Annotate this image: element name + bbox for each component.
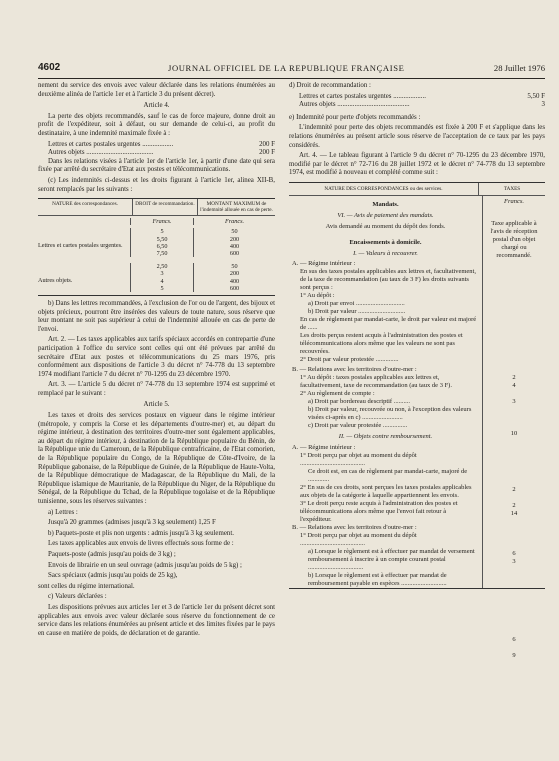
tax-value: 9	[512, 651, 516, 659]
fee-cell: 2,50 3 4 5	[130, 263, 193, 292]
tax-value: 2	[512, 485, 516, 493]
row-text: c) Droit par valeur protestée ...............	[308, 421, 408, 429]
paragraph: d) Droit de recommandation :	[289, 82, 371, 89]
page-header	[38, 62, 545, 76]
table-header	[289, 183, 545, 196]
section-heading: II. — Objets contre remboursement.	[338, 432, 433, 440]
row-text: B. — Relations avec les territoires d'outre-mer :	[292, 523, 417, 531]
tax-value: 6	[512, 635, 516, 643]
row-text: 1° Au dépôt :	[300, 291, 335, 299]
paragraph: L'indemnité pour perte des objets recommandés est fixée à 200 F et s'applique dans les relations énumérées au présent article sous réserve de l'acceptation de ce taux par les pays considérés.	[289, 124, 545, 149]
row-text: 3° Le droit perçu reste acquis à l'administration des postes et télécommunications alors même que l'envoi fait retour à l'expéditeur.	[300, 499, 458, 523]
column-header: TAXES	[478, 183, 545, 195]
column-header: NATURE DES CORRESPONDANCES ou des services.	[324, 185, 443, 192]
row-label: Autres objets.	[38, 277, 73, 285]
tax-value: 3	[512, 397, 516, 405]
paragraph: Art. 4. — Le tableau figurant à l'article 9 du décret n° 70-1295 du 23 décembre 1970, modifié par le décret n° 72-716 du 28 juillet 1972 et le décret n° 74-778 du 13 septembre 1974, est modifié à nouveau et complété comme suit :	[289, 152, 545, 177]
paragraph: sont celles du régime international.	[38, 582, 135, 590]
table-body	[289, 196, 545, 659]
paragraph: (c) Les indemnités ci-dessus et les droits figurant à l'article 1er, alinea XII-B, seront remplacés par les suivants :	[38, 176, 275, 193]
rate-row	[38, 141, 275, 150]
paragraph: Envois de librairie en un seul ouvrage (admis jusqu'au poids de 5 kg) ;	[48, 561, 242, 569]
row-text: En sus des taxes postales applicables aux lettres et, facultativement, de la taxe de recommandation (au taux de 3 F) les droits suivants sont perçus :	[300, 267, 476, 291]
section-heading: VI. — Avis de paiement des mandats.	[337, 211, 434, 219]
row-text: 1° Droit perçu par objet au moment du dépôt ........................................	[300, 451, 417, 467]
paragraph: b) Paquets-poste et plis non urgents : admis jusqu'à 3 kg seulement.	[48, 529, 234, 537]
rate-value: 200 F	[259, 149, 275, 157]
paragraph: Les dispositions prévues aux articles 1er et 3 de l'article 1er du présent décret sont applicables aux envois avec valeur déclarée sous réserve du fonctionnement de ce service dans les relations énumérées au présent article et des limites fixées par le pays en cause en matière de poids, de déclaration et de garantie.	[38, 603, 275, 637]
row-text: A. — Régime intérieur :	[292, 443, 356, 451]
units-cell: Francs.	[503, 197, 525, 205]
row-text: a) Droit par bordereau descriptif ..........	[308, 397, 410, 405]
paragraph: b) Dans les lettres recommandées, à l'exclusion de l'or ou de l'argent, des bijoux et objets précieux, pourront être insérées des valeurs de toute nature, sous réserve que leur montant ne soit pas supérieur à celui de l'indemnité allouée en cas de perte de l'envoi.	[38, 299, 275, 333]
article-heading: Article 4.	[143, 102, 170, 110]
row-text: 1° Au dépôt : taxes postales applicables aux lettres et, facultativement, taxe de recommandation (au taux de 3 F).	[300, 373, 452, 389]
row-text: En cas de règlement par mandat-carte, le droit par valeur est majoré de ......	[300, 315, 477, 331]
paragraph: a) Lettres :	[48, 508, 78, 516]
row-text: b) Droit par valeur, recouvrée ou non, à l'exception des valeurs visées ci-après en c) .........................	[308, 405, 472, 421]
paragraph: Dans les relations visées à l'article 1er de l'article 1er, à partir d'une date qui sera fixée par arrêté du secrétaire d'Etat aux postes et télécommunications.	[38, 157, 275, 174]
left-column	[38, 82, 275, 640]
paragraph: Jusqu'à 20 grammes (admises jusqu'à 3 kg seulement) 1,25 F	[48, 519, 216, 527]
section-heading: Mandats.	[372, 200, 399, 208]
row-text: Avis demandé au moment du dépôt des fonds.	[325, 222, 446, 230]
article-heading: Article 5.	[143, 401, 170, 409]
right-column	[289, 82, 545, 659]
fee-cell: 5 5,50 6,50 7,50	[130, 228, 193, 257]
rate-row	[289, 101, 545, 110]
section-heading: Encaissements à domicile.	[349, 238, 422, 246]
rate-row	[289, 93, 545, 102]
paragraph: Les taxes applicables aux envois de livres effectués sous forme de :	[48, 540, 234, 548]
publication-date: 28 Juillet 1976	[493, 63, 545, 73]
row-text: 2° En sus de ces droits, sont perçues les taxes postales applicables aux objets de la catégorie à laquelle appartiennent les envois.	[300, 483, 472, 499]
tax-value: 10	[510, 429, 518, 437]
rate-label: Autres objets ..........................................	[299, 101, 410, 109]
table-header	[38, 199, 275, 216]
tax-value: 6	[512, 549, 516, 557]
row-text: 1° Droit perçu par objet au moment du dépôt ........................................	[300, 531, 417, 547]
table-units-row	[38, 216, 275, 225]
row-text: B. — Relations avec les territoires d'outre-mer :	[292, 365, 417, 373]
units-cell: Francs.	[193, 218, 275, 225]
rate-row	[38, 149, 275, 158]
row-text: A. — Régime intérieur :	[292, 259, 356, 267]
units-cell: Francs.	[130, 218, 193, 225]
row-text: 2° Droit par valeur protestée ..............	[300, 355, 399, 363]
tax-value: 14	[510, 509, 518, 517]
row-text: b) Lorsque le règlement est à effectuer par mandat de remboursement payable en espèces ............................	[308, 571, 447, 587]
paragraph: nement du service des envois avec valeur déclarée dans les relations énumérées au deuxième alinéa de l'article 1er et à l'article 3 du présent décret).	[38, 82, 275, 98]
column-header: NATURE des correspondances.	[52, 201, 118, 208]
indemnity-table	[38, 198, 275, 296]
paragraph: Les taxes et droits des services postaux en vigueur dans le régime intérieur (métropole, y compris la Corse et les départements d'outre-mer) et, au départ du régime intérieur, à destination des territoires d'outre-mer sont également applicables, au départ du régime intérieur, à destination de la République populaire du Bénin, de la République unie du Cameroun, de la République centrafricaine, de l'Etat comorien, de la République populaire du Congo, de la République de Côte-d'Ivoire, de la République gabonaise, de la République de Guinée, de la République de Haute-Volta, de la République démocratique de Madagascar, de la République du Mali, de la République islamique de Mauritanie, de la République du Niger, de la République du Sénégal, de la République du Tchad, de la République togolaise et de la République tunisienne, sous les réserves suivantes :	[38, 412, 275, 506]
row-label: Lettres et cartes postales urgentes.	[38, 242, 123, 250]
rate-value: 3	[541, 101, 545, 109]
rate-value: 5,50 F	[527, 92, 545, 100]
indemnity-cell: 50 200 400 600	[193, 228, 275, 257]
rate-label: Lettres et cartes postales urgentes ...................	[299, 92, 426, 100]
rate-label: Autres objets .......................................	[48, 149, 154, 157]
tax-cell: Taxe applicable à l'avis de réception postal d'un objet chargé ou recommandé.	[490, 219, 538, 259]
row-text: Les droits perçus restent acquis à l'administration des postes et télécommunications alors même que les valeurs ne sont pas recouvrées.	[300, 331, 463, 355]
rate-label: Lettres et cartes postales urgentes ..................	[48, 140, 174, 148]
section-heading: I. — Valeurs à recouvrer.	[353, 249, 418, 257]
journal-title: JOURNAL OFFICIEL DE LA REPUBLIQUE FRANÇAISE	[168, 63, 405, 73]
rate-value: 200 F	[259, 140, 275, 148]
paragraph: c) Valeurs déclarées :	[48, 593, 107, 601]
row-text: 2° Au règlement de compte :	[300, 389, 375, 397]
paragraph: Paquets-poste (admis jusqu'au poids de 3 kg) ;	[48, 550, 176, 558]
column-header: MONTANT MAXIMUM de l'indemnité allouée en cas de perte.	[197, 199, 275, 215]
row-text: a) Droit par envoi ..............................	[308, 299, 405, 307]
table-row	[38, 260, 275, 295]
row-text: a) Lorsque le règlement est à effectuer par mandat de versement remboursement à inscrire à un compte courant postal ..................................	[308, 547, 475, 571]
paragraph: e) Indemnité pour perte d'objets recommandés :	[289, 113, 421, 121]
paragraph: La perte des objets recommandés, sauf le cas de force majeure, donne droit au profit de l'expéditeur, soit à défaut, ou sur demande de celui-ci, au profit du destinataire, à une indemnité maximale fixée à :	[38, 112, 275, 137]
indemnity-cell: 50 200 400 600	[193, 263, 275, 292]
row-text: Ce droit est, en cas de règlement par mandat-carte, majoré de .............	[308, 467, 468, 483]
tax-value: 4	[512, 381, 516, 389]
tax-value: 3	[512, 557, 516, 565]
fees-table	[289, 182, 545, 659]
table-row	[38, 225, 275, 260]
paragraph: Art. 3. — L'article 5 du décret n° 74-778 du 13 septembre 1974 est supprimé et remplacé par le suivant :	[38, 381, 275, 397]
tax-value: 2	[512, 501, 516, 509]
column-header: DROIT de recommandation.	[132, 199, 197, 215]
paragraph: Sacs spéciaux (admis jusqu'au poids de 25 kg),	[48, 572, 178, 580]
row-text: b) Droit par valeur .............................	[308, 307, 406, 315]
page-number: 4602	[38, 62, 61, 73]
tax-value: 2	[512, 373, 516, 381]
header-rule	[38, 78, 545, 79]
paragraph: Art. 2. — Les taxes applicables aux tarifs spéciaux accordés en contrepartie d'une participation à l'office du service sont celles qui ont été prévues par arrêté du secrétaire d'Etat aux postes et télécommunications du 25 mars 1976, pris conformément aux dispositions de l'article 3 du décret n° 74-778 du 13 septembre 1974 modifiant l'article 7 du décret n° 70-1295 du 23 décembre 1970.	[38, 336, 275, 378]
